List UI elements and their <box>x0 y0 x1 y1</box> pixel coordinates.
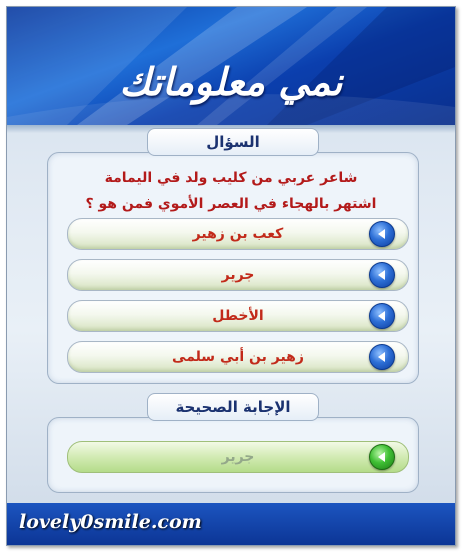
option-4-button[interactable]: زهير بن أبي سلمى <box>67 341 409 373</box>
option-2-right-arrow-icon[interactable] <box>369 262 395 288</box>
header-banner <box>7 7 455 125</box>
answer-tab-label: الإجابة الصحيحة <box>147 393 319 421</box>
answer-right-arrow-icon <box>369 444 395 470</box>
option-4-right-arrow-icon[interactable] <box>369 344 395 370</box>
logo-text: نمي معلوماتك <box>119 59 343 104</box>
option-3-button[interactable]: الأخطل <box>67 300 409 332</box>
site-watermark: lovely0smile.com <box>19 511 202 533</box>
question-line-1: شاعر عربي من كليب ولد في اليمامة <box>104 170 358 186</box>
option-3-right-arrow-icon[interactable] <box>369 303 395 329</box>
correct-answer-field: جرير <box>67 441 409 473</box>
option-1-button[interactable]: كعب بن زهير <box>67 218 409 250</box>
question-line-2: اشتهر بالهجاء في العصر الأموي فمن هو ؟ <box>85 196 377 212</box>
question-tab-label: السؤال <box>147 128 319 156</box>
option-2-button[interactable]: جرير <box>67 259 409 291</box>
option-1-right-arrow-icon[interactable] <box>369 221 395 247</box>
footer-bar <box>7 503 455 545</box>
quiz-card <box>6 6 456 546</box>
question-text <box>23 165 439 217</box>
